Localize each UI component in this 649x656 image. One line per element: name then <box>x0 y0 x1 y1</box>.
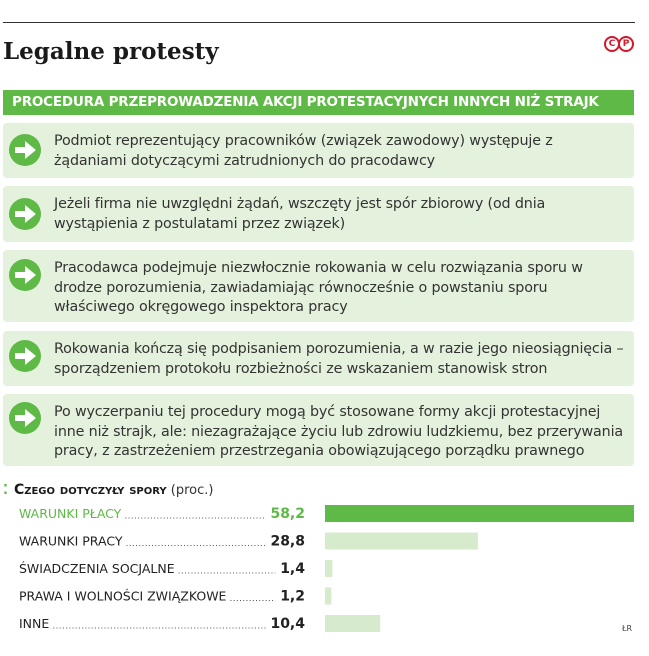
bar <box>325 560 332 577</box>
category-label: ŚWIADCZENIA SOCJALNE <box>19 561 175 576</box>
arrow-right-icon <box>8 197 42 231</box>
chart-title: Czego dotyczyły spory <box>13 482 167 498</box>
step-text: Podmiot reprezentujący pracowników (związek zawodowy) występuje z żądaniami dotyczącymi zatrudnionych do pracodawcy <box>54 133 553 169</box>
step-text: Po wyczerpaniu tej procedury mogą być stosowane formy akcji protestacyjnej inne niż strajk, ale: niezagrażające życiu lub zdrowiu ludzkiemu, bez przerywania pracy, z zastrzeżeniem przestrzegania obowiązującego porządku prawnego <box>54 404 624 459</box>
arrow-right-icon <box>8 133 42 167</box>
procedure-step <box>3 123 634 178</box>
procedure-banner: PROCEDURA PRZEPROWADZENIA AKCJI PROTESTACYJNYCH INNYCH NIŻ STRAJK <box>3 90 634 115</box>
step-text: Jeżeli firma nie uwzględni żądań, wszczęty jest spór zbiorowy (od dnia wystąpienia z postulatami przez związek) <box>54 196 546 232</box>
logo-p: P <box>618 36 634 52</box>
category-label: PRAWA I WOLNOŚCI ZWIĄZKOWE <box>19 588 227 604</box>
bar <box>325 615 380 632</box>
value-label: 1,4 <box>280 561 305 577</box>
procedure-step <box>3 250 634 322</box>
publisher-logo <box>604 36 636 52</box>
value-label: 10,4 <box>270 616 305 632</box>
dots-icon: ⁚ <box>3 483 8 498</box>
step-text: Pracodawca podejmuje niezwłocznie rokowania w celu rozwiązania sporu w drodze porozumienia, zawiadamiając równocześnie o powstaniu sporu właściwego okręgowego inspektora pracy <box>54 260 583 315</box>
value-label: 28,8 <box>270 533 305 550</box>
category-label: WARUNKI PRACY <box>19 533 123 549</box>
bar <box>325 505 634 522</box>
procedure-step <box>3 331 634 386</box>
logo-c: C <box>604 36 620 52</box>
source-credit: ŁR <box>622 624 633 633</box>
arrow-right-icon <box>8 401 42 435</box>
procedure-step <box>3 394 634 466</box>
arrow-right-icon <box>8 339 42 373</box>
procedure-step <box>3 186 634 242</box>
value-label: 58,2 <box>270 506 305 522</box>
category-label: WARUNKI PŁACY <box>19 506 122 521</box>
arrow-right-icon <box>8 258 42 292</box>
value-label: 1,2 <box>280 588 305 605</box>
top-rule <box>3 22 635 23</box>
bar <box>325 588 331 605</box>
bar <box>325 533 478 550</box>
category-label: INNE <box>19 616 50 631</box>
chart-heading <box>3 482 213 498</box>
bar-chart <box>0 500 649 640</box>
page-title: Legalne protesty <box>3 38 219 65</box>
step-text: Rokowania kończą się podpisaniem porozumienia, a w razie jego nieosiągnięcia – sporządzeniem protokołu rozbieżności ze wskazaniem stanowisk stron <box>54 341 624 377</box>
chart-unit: (proc.) <box>170 483 214 498</box>
